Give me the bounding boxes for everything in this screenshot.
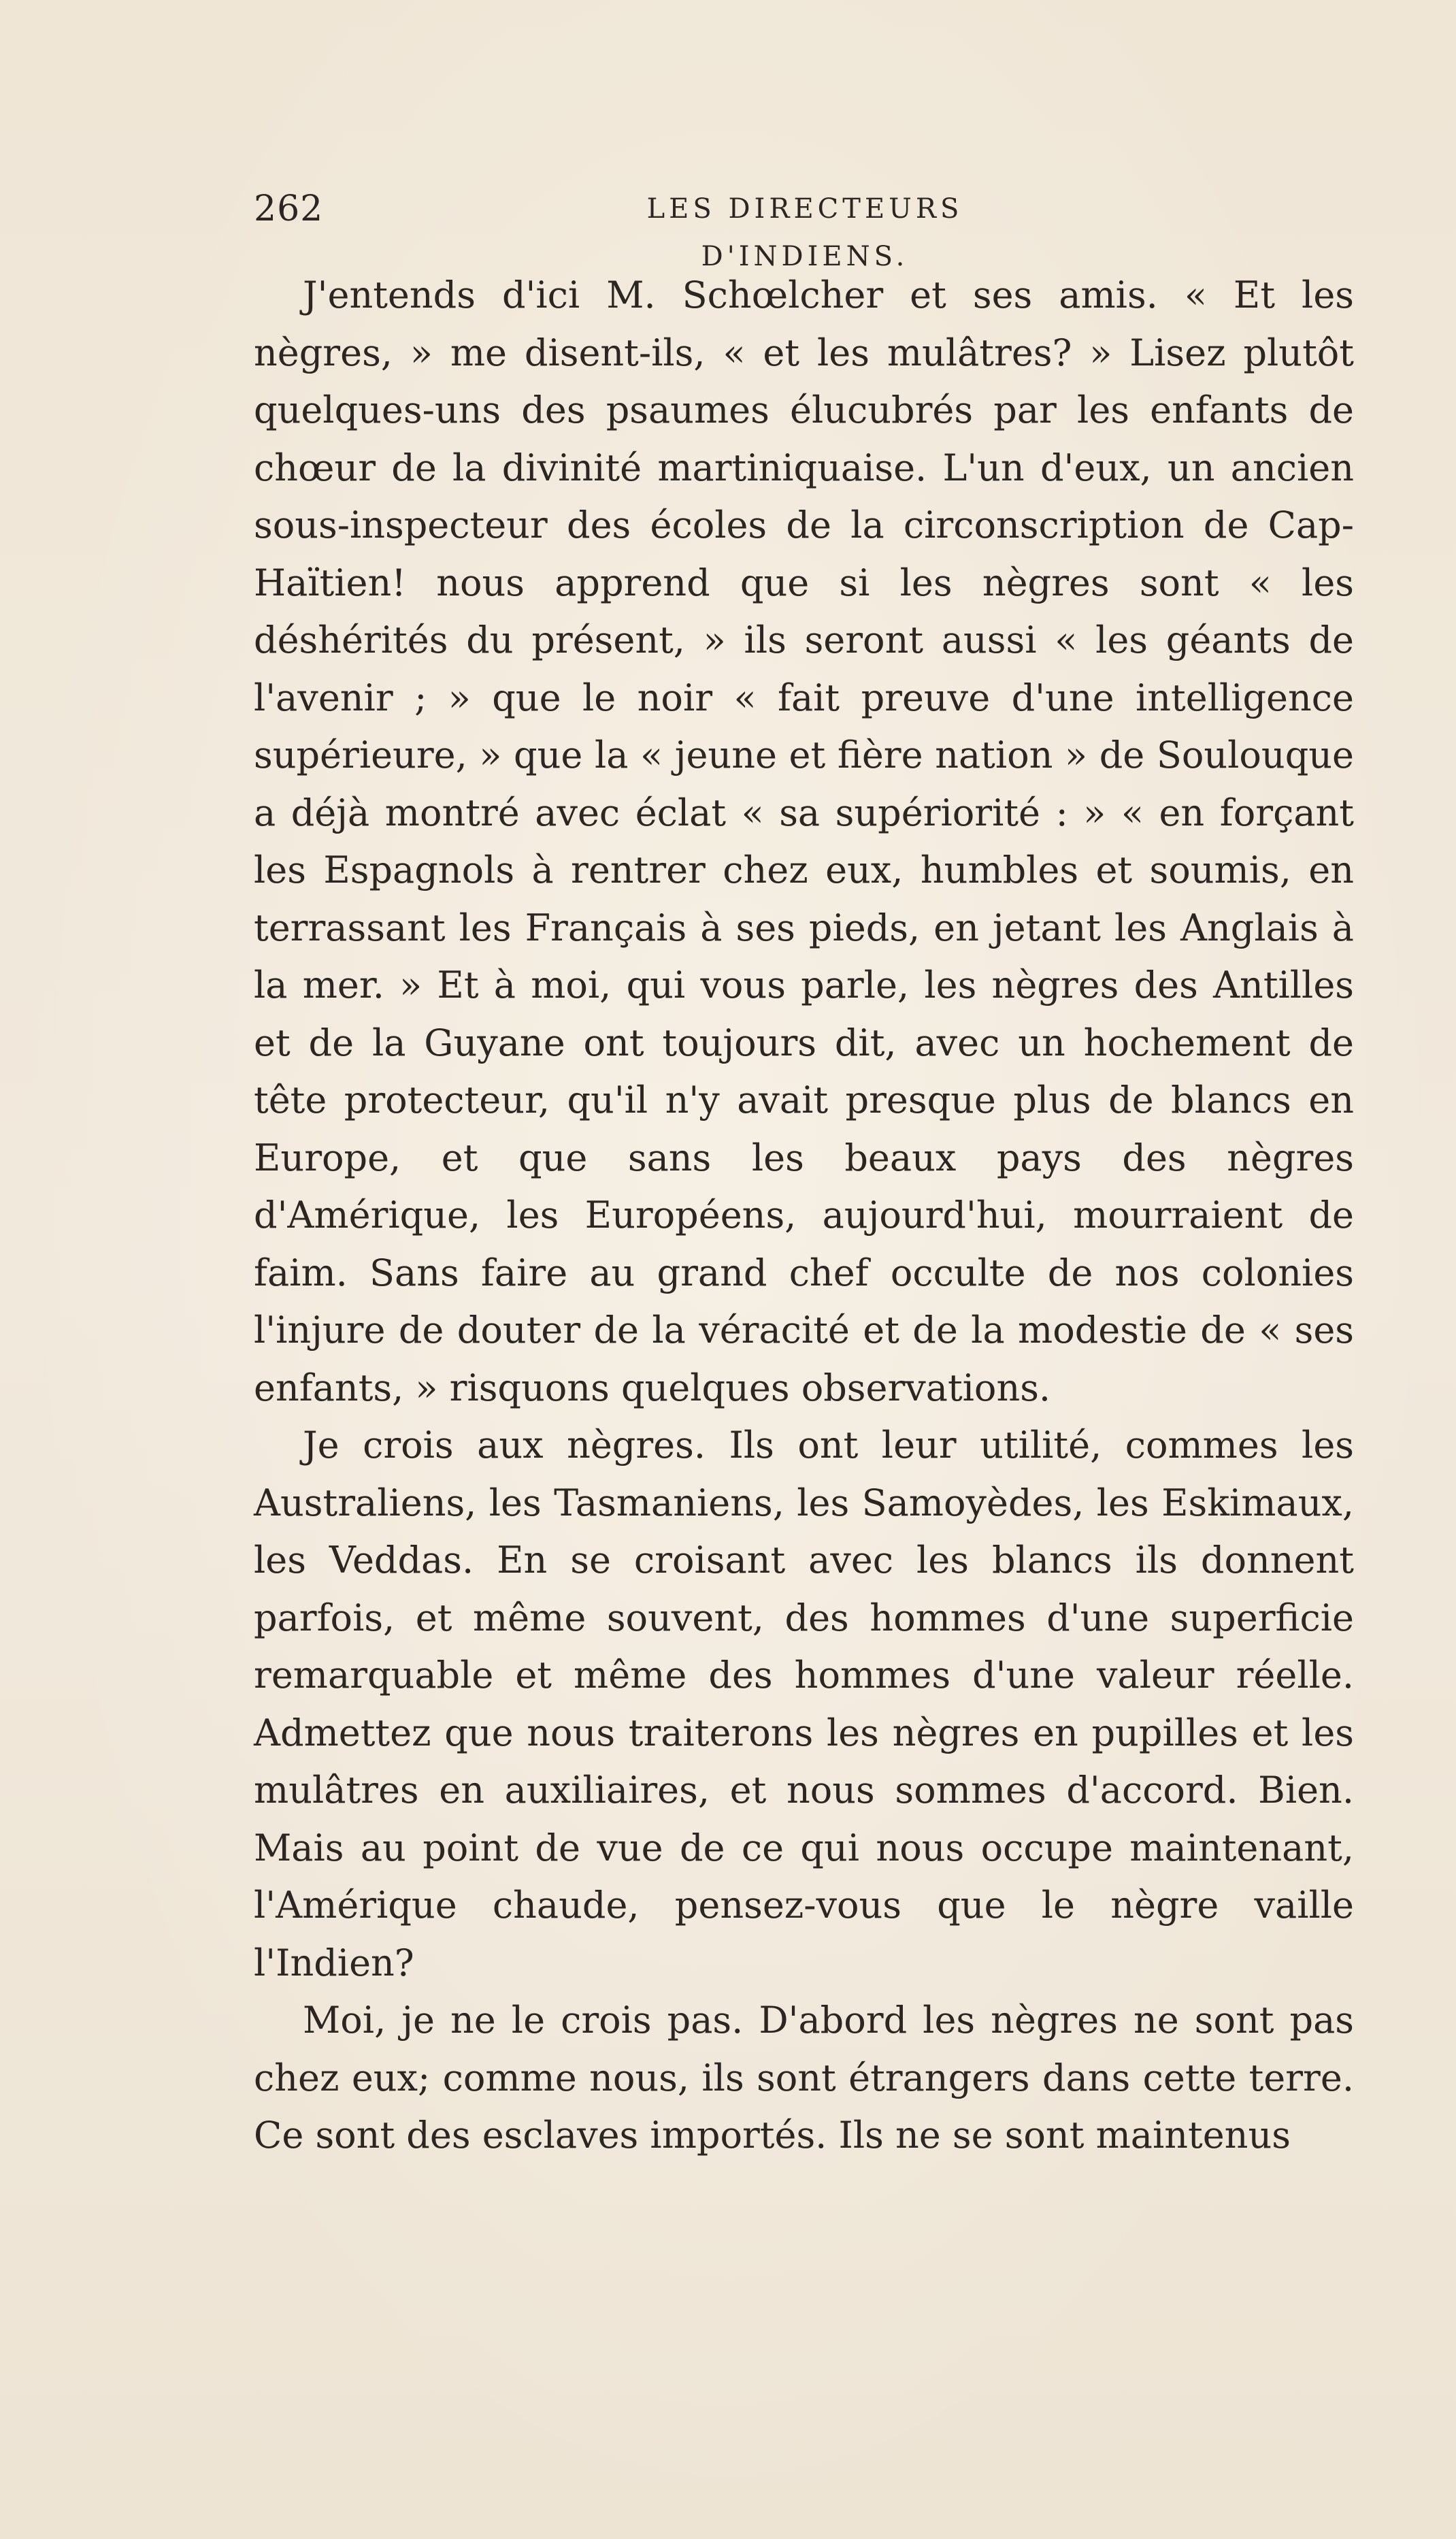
paragraph-1: J'entends d'ici M. Schœlcher et ses amis. « Et les nègres, » me disent-ils, « et les mulâtres? » Lisez plutôt quelques-uns des psaumes élucubrés par les enfants de chœur de la divinité martiniquaise. L'un d'eux, un ancien sous-inspecteur des écoles de la circonscription de Cap-Haïtien! nous apprend que si les nègres sont « les déshérités du présent, » ils seront aussi « les géants de l'avenir ; » que le noir « fait preuve d'une intelligence supérieure, » que la « jeune et fière nation » de Soulouque a déjà montré avec éclat « sa supériorité : » « en forçant les Espagnols à rentrer chez eux, humbles et soumis, en terrassant les Français à ses pieds, en jetant les Anglais à la mer. » Et à moi, qui vous parle, les nègres des Antilles et de la Guyane ont toujours dit, avec un hochement de tête protecteur, qu'il n'y avait presque plus de blancs en Europe, et que sans les beaux pays des nègres d'Amérique, les Européens, aujourd'hui, mourraient de faim. Sans faire au grand chef occulte de nos colonies l'injure de douter de la véracité et de la modestie de « ses enfants, » risquons quelques observations.	[254, 274, 1354, 1409]
page-number: 262	[254, 189, 324, 229]
body-text	[254, 267, 1354, 2165]
page-header	[254, 185, 1354, 272]
paragraph-3: Moi, je ne le crois pas. D'abord les nègres ne sont pas chez eux; comme nous, ils sont étrangers dans cette terre. Ce sont des esclaves importés. Ils ne se sont maintenus	[254, 1999, 1354, 2157]
running-title: LES DIRECTEURS D'INDIENS.	[646, 193, 963, 272]
paragraph-2: Je crois aux nègres. Ils ont leur utilité, commes les Australiens, les Tasmaniens, les Samoyèdes, les Eskimaux, les Veddas. En se croisant avec les blancs ils donnent parfois, et même souvent, des hommes d'une superficie remarquable et même des hommes d'une valeur réelle. Admettez que nous traiterons les nègres en pupilles et les mulâtres en auxiliaires, et nous sommes d'accord. Bien. Mais au point de vue de ce qui nous occupe maintenant, l'Amérique chaude, pensez-vous que le nègre vaille l'Indien?	[254, 1424, 1354, 1984]
